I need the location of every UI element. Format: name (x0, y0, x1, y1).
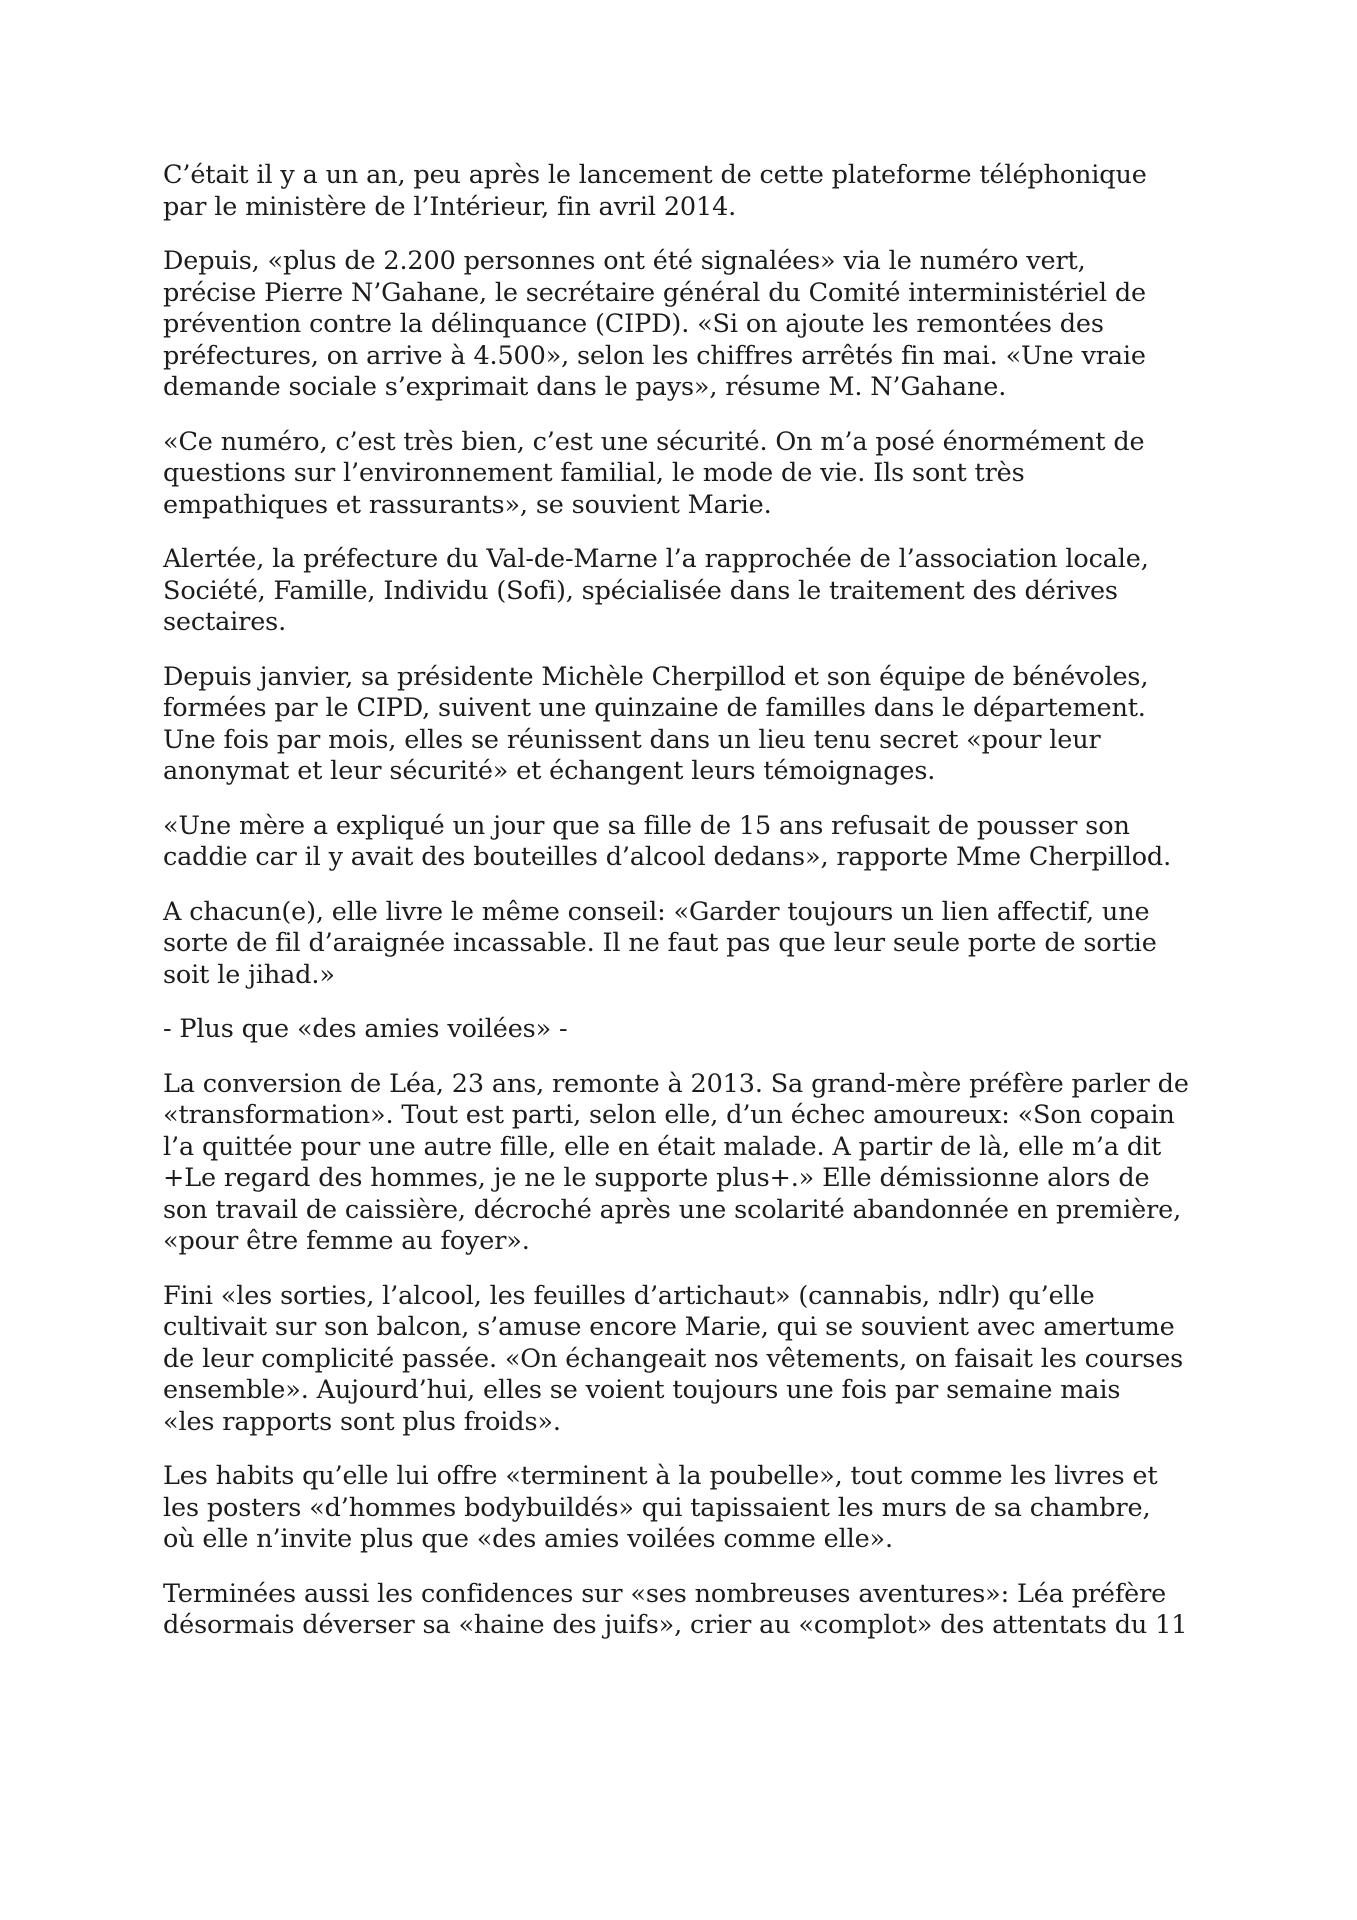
paragraph-fini: Fini «les sorties, l’alcool, les feuilles d’artichaut» (cannabis, ndlr) qu’elle cultivait sur son balcon, s’amuse encore Marie, qui se souvient avec amertume de leur complicité passée. «On échangeait nos vêtements, on faisait les courses ensemble». Aujourd’hui, elles se voient toujours une fois par semaine mais «les rapports sont plus froids». (163, 1280, 1184, 1437)
paragraph-numero-quote: «Ce numéro, c’est très bien, c’est une sécurité. On m’a posé énormément de questions sur l’environnement familial, le mode de vie. Ils sont très empathiques et rassurants», se souvient Marie. (163, 426, 1145, 520)
article-body (163, 160, 1193, 1665)
paragraph-prefecture: Alertée, la préfecture du Val-de-Marne l’a rapprochée de l’association locale, Société, Famille, Individu (Sofi), spécialisée dans le traitement des dérives sectaires. (163, 544, 1149, 637)
paragraph-habits: Les habits qu’elle lui offre «terminent à la poubelle», tout comme les livres et les posters «d’hommes bodybuildés» qui tapissaient les murs de sa chambre, où elle n’invite plus que «des amies voilées comme elle». (163, 1461, 1158, 1554)
paragraph-launch: C’était il y a un an, peu après le lancement de cette plateforme téléphonique par le ministère de l’Intérieur, fin avril 2014. (163, 160, 1147, 222)
paragraph-confidences: Terminées aussi les confidences sur «ses nombreuses aventures»: Léa préfère désormais déverser sa «haine des juifs», crier au «complot» des attentats du 11 (163, 1578, 1188, 1640)
paragraph-conversion: La conversion de Léa, 23 ans, remonte à 2013. Sa grand-mère préfère parler de «transformation». Tout est parti, selon elle, d’un échec amoureux: «Son copain l’a quittée pour une autre fille, elle en était malade. A partir de là, elle m’a dit +Le regard des hommes, je ne le supporte plus+.» Elle démissionne alors de son travail de caissière, décroché après une scolarité abandonnée en première, «pour être femme au foyer». (163, 1068, 1189, 1256)
paragraph-mere-quote: «Une mère a expliqué un jour que sa fille de 15 ans refusait de pousser son caddie car il y avait des bouteilles d’alcool dedans», rapporte Mme Cherpillod. (163, 810, 1172, 872)
paragraph-conseil: A chacun(e), elle livre le même conseil: «Garder toujours un lien affectif, une sorte de fil d’araignée incassable. Il ne faut pas que leur seule porte de sortie soit le jihad.» (163, 896, 1157, 990)
section-subheading: - Plus que «des amies voilées» - (163, 1014, 568, 1044)
paragraph-signalements: Depuis, «plus de 2.200 personnes ont été signalées» via le numéro vert, précise Pierre N’Gahane, le secrétaire général du Comité interministériel de prévention contre la délinquance (CIPD). «Si on ajoute les remontées des préfectures, on arrive à 4.500», selon les chiffres arrêtés fin mai. «Une vraie demande sociale s’exprimait dans le pays», résume M. N’Gahane. (163, 246, 1146, 402)
paragraph-association: Depuis janvier, sa présidente Michèle Cherpillod et son équipe de bénévoles, formées par le CIPD, suivent une quinzaine de familles dans le département. Une fois par mois, elles se réunissent dans un lieu tenu secret «pour leur anonymat et leur sécurité» et échangent leurs témoignages. (163, 661, 1149, 786)
